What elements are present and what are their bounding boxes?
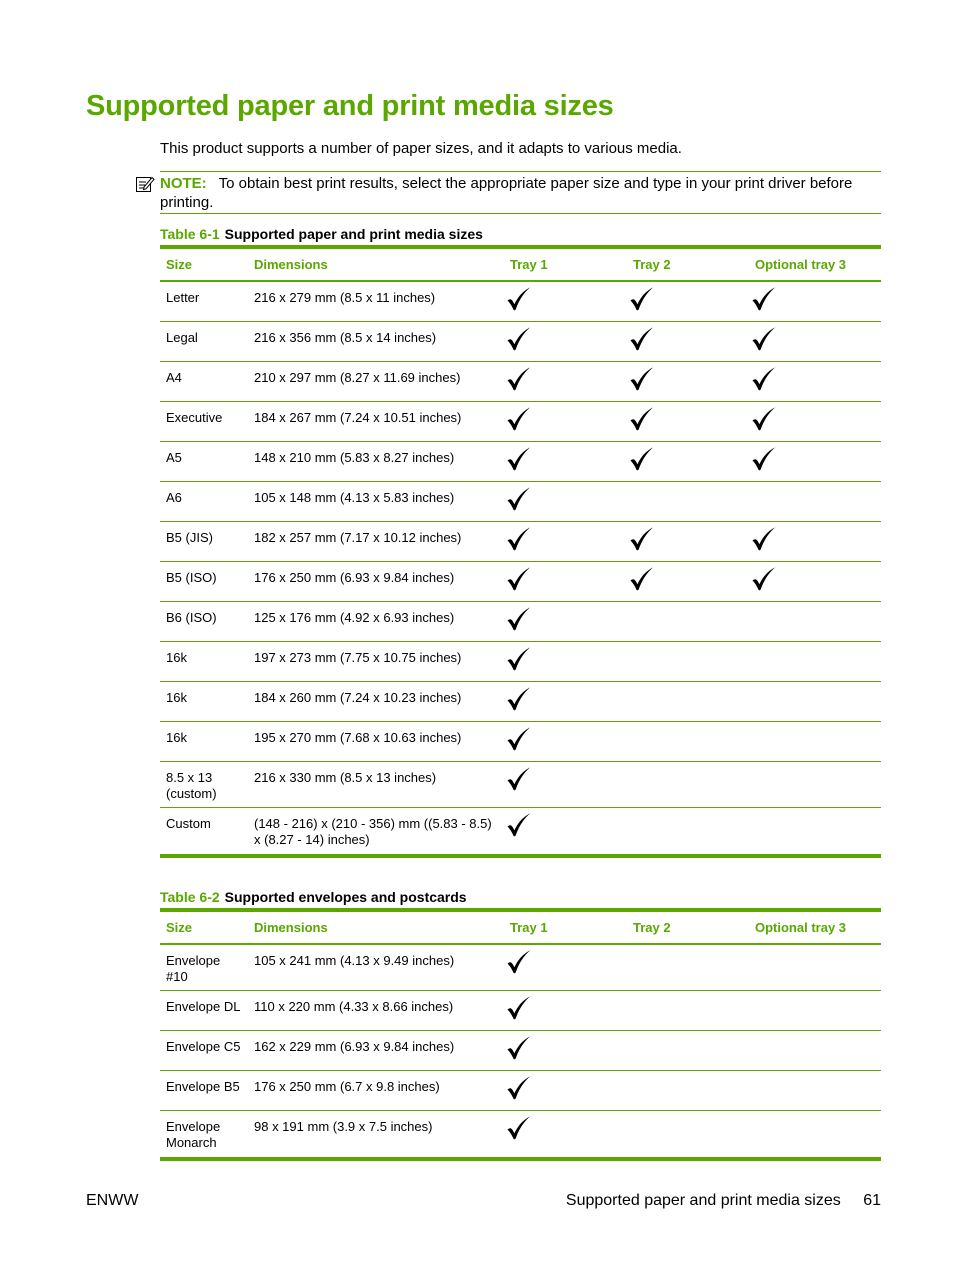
size-cell: B5 (JIS) bbox=[166, 529, 213, 545]
column-header: Optional tray 3 bbox=[755, 920, 847, 935]
table1-title: Supported paper and print media sizes bbox=[224, 226, 483, 242]
dimensions-cell: 182 x 257 mm (7.17 x 10.12 inches) bbox=[254, 529, 462, 545]
footer-right bbox=[566, 1192, 881, 1210]
column-header: Tray 1 bbox=[510, 920, 548, 935]
table-row bbox=[160, 681, 881, 721]
column-header: Size bbox=[166, 920, 193, 935]
table-row bbox=[160, 401, 881, 441]
dimensions-cell: 216 x 330 mm (8.5 x 13 inches) bbox=[254, 769, 437, 785]
checkmark-icon bbox=[751, 566, 777, 592]
checkmark-icon bbox=[629, 286, 655, 312]
table-row bbox=[160, 1070, 881, 1110]
table-row bbox=[160, 807, 881, 856]
size-cell: Envelope DL bbox=[166, 998, 241, 1014]
tray-support-cell bbox=[627, 1070, 749, 1110]
size-cell: 8.5 x 13 (custom) bbox=[166, 769, 217, 801]
tray-support-cell bbox=[504, 561, 627, 601]
table-row bbox=[160, 761, 881, 807]
size-cell: 16k bbox=[166, 729, 187, 745]
checkmark-icon bbox=[506, 526, 532, 552]
tray-support-cell bbox=[749, 441, 881, 481]
tray-support-cell bbox=[504, 1070, 627, 1110]
table-row bbox=[160, 990, 881, 1030]
tray-support-cell bbox=[504, 521, 627, 561]
tray-support-cell bbox=[749, 807, 881, 856]
tray-support-cell bbox=[627, 441, 749, 481]
tray-support-cell bbox=[627, 401, 749, 441]
tray-support-cell bbox=[749, 721, 881, 761]
dimensions-cell: 105 x 241 mm (4.13 x 9.49 inches) bbox=[254, 953, 455, 968]
tray-support-cell bbox=[627, 990, 749, 1030]
table-row bbox=[160, 281, 881, 321]
size-cell: Legal bbox=[166, 329, 198, 345]
tray-support-cell bbox=[749, 521, 881, 561]
table-row bbox=[160, 521, 881, 561]
tray-support-cell bbox=[627, 361, 749, 401]
tray-support-cell bbox=[627, 601, 749, 641]
checkmark-icon bbox=[506, 326, 532, 352]
size-cell: B6 (ISO) bbox=[166, 609, 217, 625]
checkmark-icon bbox=[751, 446, 777, 472]
table-row bbox=[160, 601, 881, 641]
tray-support-cell bbox=[749, 361, 881, 401]
tray-support-cell bbox=[627, 1030, 749, 1070]
tray-support-cell bbox=[504, 441, 627, 481]
dimensions-cell: 162 x 229 mm (6.93 x 9.84 inches) bbox=[254, 1038, 455, 1054]
tray-support-cell bbox=[749, 561, 881, 601]
size-cell: A5 bbox=[166, 449, 182, 465]
tray-support-cell bbox=[627, 641, 749, 681]
column-header: Size bbox=[166, 257, 193, 272]
dimensions-cell: 176 x 250 mm (6.93 x 9.84 inches) bbox=[254, 569, 455, 585]
tray-support-cell bbox=[504, 641, 627, 681]
checkmark-icon bbox=[506, 606, 532, 632]
table-row bbox=[160, 481, 881, 521]
dimensions-cell: 216 x 356 mm (8.5 x 14 inches) bbox=[254, 329, 437, 345]
checkmark-icon bbox=[506, 1035, 532, 1061]
tray-support-cell bbox=[749, 641, 881, 681]
table-row bbox=[160, 561, 881, 601]
checkmark-icon bbox=[506, 1115, 532, 1141]
checkmark-icon bbox=[629, 366, 655, 392]
tray-support-cell bbox=[504, 321, 627, 361]
checkmark-icon bbox=[506, 646, 532, 672]
checkmark-icon bbox=[506, 286, 532, 312]
column-header: Tray 2 bbox=[633, 257, 671, 272]
tray-support-cell bbox=[504, 401, 627, 441]
dimensions-cell: 184 x 260 mm (7.24 x 10.23 inches) bbox=[254, 689, 462, 705]
dimensions-cell: 216 x 279 mm (8.5 x 11 inches) bbox=[254, 290, 436, 305]
tray-support-cell bbox=[749, 321, 881, 361]
tray-support-cell bbox=[749, 990, 881, 1030]
size-cell: Custom bbox=[166, 815, 211, 831]
tray-support-cell bbox=[749, 601, 881, 641]
checkmark-icon bbox=[506, 812, 532, 838]
dimensions-cell: 110 x 220 mm (4.33 x 8.66 inches) bbox=[254, 998, 454, 1014]
note-label: NOTE: bbox=[160, 175, 207, 192]
checkmark-icon bbox=[629, 526, 655, 552]
tray-support-cell bbox=[627, 807, 749, 856]
tray-support-cell bbox=[504, 990, 627, 1030]
tray-support-cell bbox=[627, 561, 749, 601]
tray-support-cell bbox=[504, 1030, 627, 1070]
tray-support-cell bbox=[504, 944, 627, 990]
dimensions-cell: 184 x 267 mm (7.24 x 10.51 inches) bbox=[254, 409, 462, 425]
tray-support-cell bbox=[627, 944, 749, 990]
size-cell: Executive bbox=[166, 409, 223, 425]
checkmark-icon bbox=[506, 686, 532, 712]
size-cell: Letter bbox=[166, 290, 200, 305]
checkmark-icon bbox=[506, 486, 532, 512]
checkmark-icon bbox=[629, 326, 655, 352]
table-row bbox=[160, 321, 881, 361]
checkmark-icon bbox=[751, 286, 777, 312]
size-cell: B5 (ISO) bbox=[166, 569, 217, 585]
dimensions-cell: 210 x 297 mm (8.27 x 11.69 inches) bbox=[254, 369, 461, 385]
tray-support-cell bbox=[627, 281, 749, 321]
tray-support-cell bbox=[627, 481, 749, 521]
dimensions-cell: 98 x 191 mm (3.9 x 7.5 inches) bbox=[254, 1118, 433, 1134]
table-row bbox=[160, 721, 881, 761]
dimensions-cell: 105 x 148 mm (4.13 x 5.83 inches) bbox=[254, 489, 455, 505]
size-cell: Envelope C5 bbox=[166, 1038, 241, 1054]
table2-caption bbox=[160, 889, 467, 905]
size-cell: 16k bbox=[166, 649, 187, 665]
tray-support-cell bbox=[504, 807, 627, 856]
tray-support-cell bbox=[504, 281, 627, 321]
checkmark-icon bbox=[751, 406, 777, 432]
checkmark-icon bbox=[506, 995, 532, 1021]
checkmark-icon bbox=[506, 446, 532, 472]
tray-support-cell bbox=[504, 481, 627, 521]
size-cell: 16k bbox=[166, 689, 187, 705]
tray-support-cell bbox=[504, 681, 627, 721]
table-row bbox=[160, 361, 881, 401]
column-header: Tray 2 bbox=[633, 920, 671, 935]
checkmark-icon bbox=[506, 726, 532, 752]
tray-support-cell bbox=[504, 721, 627, 761]
tray-support-cell bbox=[749, 401, 881, 441]
table1-number: Table 6-1 bbox=[160, 226, 220, 242]
checkmark-icon bbox=[751, 366, 777, 392]
table-row bbox=[160, 1110, 881, 1159]
checkmark-icon bbox=[751, 526, 777, 552]
checkmark-icon bbox=[506, 1075, 532, 1101]
tray-support-cell bbox=[627, 721, 749, 761]
page-title: Supported paper and print media sizes bbox=[86, 90, 614, 122]
column-header: Dimensions bbox=[254, 257, 328, 272]
tray-support-cell bbox=[749, 944, 881, 990]
footer-left: ENWW bbox=[86, 1192, 139, 1209]
tray-support-cell bbox=[504, 601, 627, 641]
checkmark-icon bbox=[506, 406, 532, 432]
dimensions-cell: 148 x 210 mm (5.83 x 8.27 inches) bbox=[254, 449, 455, 465]
tray-support-cell bbox=[627, 681, 749, 721]
column-header: Dimensions bbox=[254, 920, 328, 935]
table-header-row bbox=[160, 910, 881, 944]
checkmark-icon bbox=[751, 326, 777, 352]
tray-support-cell bbox=[627, 321, 749, 361]
intro-text: This product supports a number of paper sizes, and it adapts to various media. bbox=[160, 140, 682, 157]
dimensions-cell: (148 - 216) x (210 - 356) mm ((5.83 - 8.5) x (8.27 - 14) inches) bbox=[254, 815, 492, 847]
size-cell: A6 bbox=[166, 489, 182, 505]
checkmark-icon bbox=[506, 566, 532, 592]
envelopes-table bbox=[160, 908, 881, 1161]
tray-support-cell bbox=[749, 1110, 881, 1159]
tray-support-cell bbox=[749, 761, 881, 807]
checkmark-icon bbox=[629, 406, 655, 432]
tray-support-cell bbox=[504, 1110, 627, 1159]
table2-number: Table 6-2 bbox=[160, 889, 220, 905]
tray-support-cell bbox=[749, 1030, 881, 1070]
dimensions-cell: 125 x 176 mm (4.92 x 6.93 inches) bbox=[254, 609, 455, 625]
tray-support-cell bbox=[749, 1070, 881, 1110]
size-cell: Envelope Monarch bbox=[166, 1118, 221, 1150]
tray-support-cell bbox=[627, 521, 749, 561]
table-header-row bbox=[160, 247, 881, 281]
checkmark-icon bbox=[506, 366, 532, 392]
tray-support-cell bbox=[504, 361, 627, 401]
table1-caption bbox=[160, 226, 483, 242]
dimensions-cell: 195 x 270 mm (7.68 x 10.63 inches) bbox=[254, 729, 462, 745]
checkmark-icon bbox=[629, 566, 655, 592]
column-header: Optional tray 3 bbox=[755, 257, 847, 272]
dimensions-cell: 197 x 273 mm (7.75 x 10.75 inches) bbox=[254, 649, 462, 665]
note-text: To obtain best print results, select the appropriate paper size and type in your print driver before printing. bbox=[160, 175, 853, 211]
note-icon bbox=[135, 175, 155, 193]
size-cell: Envelope #10 bbox=[166, 953, 221, 984]
table-row bbox=[160, 641, 881, 681]
note-box bbox=[160, 171, 881, 214]
checkmark-icon bbox=[506, 766, 532, 792]
checkmark-icon bbox=[506, 949, 532, 975]
table2-title: Supported envelopes and postcards bbox=[224, 889, 467, 905]
tray-support-cell bbox=[627, 1110, 749, 1159]
tray-support-cell bbox=[749, 481, 881, 521]
tray-support-cell bbox=[749, 281, 881, 321]
tray-support-cell bbox=[627, 761, 749, 807]
footer-section: Supported paper and print media sizes bbox=[565, 1192, 841, 1209]
dimensions-cell: 176 x 250 mm (6.7 x 9.8 inches) bbox=[254, 1078, 440, 1094]
paper-sizes-table bbox=[160, 245, 881, 858]
table-row bbox=[160, 441, 881, 481]
size-cell: A4 bbox=[166, 369, 182, 385]
size-cell: Envelope B5 bbox=[166, 1078, 240, 1094]
tray-support-cell bbox=[504, 761, 627, 807]
table-row bbox=[160, 944, 881, 990]
page-number: 61 bbox=[863, 1192, 881, 1209]
column-header: Tray 1 bbox=[510, 257, 548, 272]
table-row bbox=[160, 1030, 881, 1070]
checkmark-icon bbox=[629, 446, 655, 472]
tray-support-cell bbox=[749, 681, 881, 721]
